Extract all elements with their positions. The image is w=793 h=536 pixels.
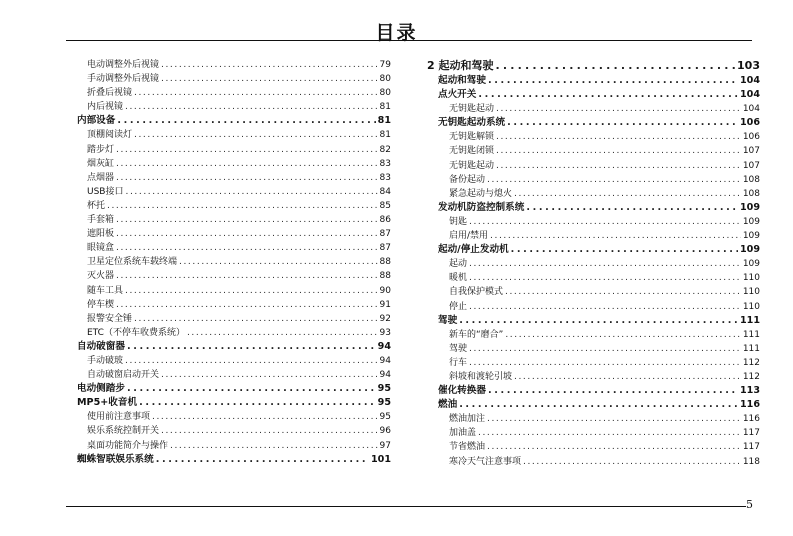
footer-rule xyxy=(66,506,746,507)
toc-entry-page: 109 xyxy=(739,244,760,256)
toc-entry-page: 86 xyxy=(379,215,391,226)
dot-leader xyxy=(116,241,378,255)
toc-entry[interactable] xyxy=(77,86,391,100)
toc-entry[interactable] xyxy=(77,410,391,424)
toc-left-column xyxy=(77,58,391,467)
toc-entry[interactable] xyxy=(77,368,391,382)
toc-entry-page: 109 xyxy=(742,216,760,227)
toc-entry-page: 103 xyxy=(737,59,760,72)
dot-leader xyxy=(496,130,741,144)
toc-entry-label: 内部设备 xyxy=(77,115,116,127)
dot-leader xyxy=(487,412,741,426)
toc-entry-label: USB接口 xyxy=(87,186,124,197)
toc-entry-label: 启用/禁用 xyxy=(449,231,489,242)
dot-leader xyxy=(487,173,741,187)
toc-entry-label: 停车楔 xyxy=(87,299,115,310)
dot-leader xyxy=(469,300,741,314)
toc-entry-page: 116 xyxy=(742,414,760,425)
toc-entry-label: 自动破窗器 xyxy=(77,340,125,352)
toc-entry[interactable] xyxy=(77,439,391,453)
dot-leader xyxy=(134,86,378,100)
toc-entry-page: 109 xyxy=(742,259,760,270)
toc-entry[interactable] xyxy=(427,328,760,342)
dot-leader xyxy=(116,143,378,157)
toc-section[interactable] xyxy=(427,201,760,215)
dot-leader xyxy=(459,398,738,412)
toc-entry-page: 106 xyxy=(742,132,760,143)
toc-entry[interactable] xyxy=(77,185,391,199)
dot-leader xyxy=(496,102,741,116)
toc-entry[interactable] xyxy=(77,255,391,269)
dot-leader xyxy=(116,298,378,312)
toc-entry[interactable] xyxy=(77,128,391,142)
toc-right-column xyxy=(427,58,760,469)
toc-entry-page: 80 xyxy=(379,88,391,99)
toc-entry-page: 108 xyxy=(742,188,760,199)
toc-entry-label: 寒冷天气注意事项 xyxy=(449,456,522,467)
toc-entry-page: 108 xyxy=(742,174,760,185)
toc-entry-label: 钥匙 xyxy=(449,216,468,227)
dot-leader xyxy=(117,114,375,128)
dot-leader xyxy=(116,213,378,227)
toc-entry[interactable] xyxy=(427,130,760,144)
toc-entry-page: 87 xyxy=(379,243,391,254)
dot-leader xyxy=(505,285,741,299)
toc-entry-label: 无钥匙起动 xyxy=(449,160,495,171)
toc-entry[interactable] xyxy=(427,187,760,201)
dot-leader xyxy=(514,370,741,384)
toc-entry[interactable] xyxy=(77,227,391,241)
toc-entry-page: 80 xyxy=(379,74,391,85)
toc-entry[interactable] xyxy=(77,312,391,326)
toc-section[interactable] xyxy=(427,398,760,412)
dot-leader xyxy=(495,58,735,74)
toc-entry[interactable] xyxy=(427,285,760,299)
toc-section[interactable] xyxy=(77,340,391,354)
toc-entry-page: 93 xyxy=(379,327,391,338)
toc-entry-page: 91 xyxy=(379,299,391,310)
toc-entry-page: 109 xyxy=(742,231,760,242)
dot-leader xyxy=(187,326,378,340)
toc-entry-label: 暖机 xyxy=(449,273,468,284)
header-rule xyxy=(66,40,752,41)
toc-entry-label: 蜘蛛智联娱乐系统 xyxy=(77,453,154,465)
toc-entry-page: 104 xyxy=(739,89,760,101)
toc-entry-page: 81 xyxy=(377,115,391,127)
toc-entry-page: 88 xyxy=(379,271,391,282)
toc-entry-label: 眼镜盒 xyxy=(87,243,115,254)
toc-entry-label: 燃油 xyxy=(438,399,458,411)
toc-entry-page: 110 xyxy=(742,301,760,312)
toc-entry-page: 104 xyxy=(742,104,760,115)
toc-section[interactable] xyxy=(427,314,760,328)
toc-entry-label: 驾驶 xyxy=(449,343,468,354)
dot-leader xyxy=(107,199,378,213)
toc-entry-label: 起动 xyxy=(449,259,468,270)
toc-entry-label: 紧急起动与熄火 xyxy=(449,188,513,199)
toc-entry-page: 107 xyxy=(742,146,760,157)
toc-entry[interactable] xyxy=(77,354,391,368)
toc-entry-label: 桌面功能简介与操作 xyxy=(87,440,169,451)
toc-entry-label: 无钥匙闭锁 xyxy=(449,146,495,157)
toc-entry-label: 内后视镜 xyxy=(87,102,124,113)
toc-entry-page: 107 xyxy=(742,160,760,171)
toc-entry-label: 折叠后视镜 xyxy=(87,88,133,99)
toc-entry[interactable] xyxy=(77,58,391,72)
toc-entry[interactable] xyxy=(77,100,391,114)
dot-leader xyxy=(134,312,378,326)
toc-entry-page: 84 xyxy=(379,186,391,197)
toc-entry-page: 95 xyxy=(377,397,391,409)
dot-leader xyxy=(459,314,738,328)
toc-entry[interactable] xyxy=(427,370,760,384)
dot-leader xyxy=(152,410,378,424)
toc-entry[interactable] xyxy=(77,424,391,438)
dot-leader xyxy=(116,269,378,283)
toc-section[interactable] xyxy=(427,88,760,102)
toc-entry-page: 118 xyxy=(742,456,760,467)
toc-entry-label: 手动破玻 xyxy=(87,355,124,366)
toc-entry-page: 113 xyxy=(739,385,760,397)
toc-section[interactable] xyxy=(77,382,391,396)
toc-entry[interactable] xyxy=(427,173,760,187)
dot-leader xyxy=(161,424,378,438)
toc-entry-page: 101 xyxy=(370,453,391,465)
dot-leader xyxy=(161,58,378,72)
toc-entry-label: 自我保护模式 xyxy=(449,287,504,298)
toc-section[interactable] xyxy=(427,116,760,130)
toc-entry-page: 87 xyxy=(379,229,391,240)
toc-entry-page: 83 xyxy=(379,172,391,183)
toc-entry-page: 83 xyxy=(379,158,391,169)
toc-entry-label: 随车工具 xyxy=(87,285,124,296)
toc-entry-page: 111 xyxy=(742,343,760,354)
toc-section[interactable] xyxy=(427,384,760,398)
dot-leader xyxy=(478,426,741,440)
dot-leader xyxy=(487,440,741,454)
toc-entry-label: 踏步灯 xyxy=(87,144,115,155)
toc-entry-label: 灭火器 xyxy=(87,271,115,282)
toc-chapter[interactable] xyxy=(427,58,760,74)
dot-leader xyxy=(161,72,378,86)
dot-leader xyxy=(139,396,376,410)
toc-entry[interactable] xyxy=(77,213,391,227)
toc-entry-label: 电动调整外后视镜 xyxy=(87,60,160,70)
toc-entry-page: 94 xyxy=(379,355,391,366)
toc-section[interactable] xyxy=(77,114,391,128)
dot-leader xyxy=(505,328,740,342)
toc-entry-label: 发动机防盗控制系统 xyxy=(438,201,525,213)
toc-entry-label: ETC（不停车收费系统） xyxy=(87,327,185,338)
dot-leader xyxy=(469,342,741,356)
dot-leader xyxy=(469,215,741,229)
toc-entry-label: 使用前注意事项 xyxy=(87,412,151,423)
toc-entry-page: 110 xyxy=(742,287,760,298)
toc-entry[interactable] xyxy=(77,72,391,86)
toc-entry-page: 111 xyxy=(742,329,760,340)
toc-section[interactable] xyxy=(427,243,760,257)
toc-entry[interactable] xyxy=(427,159,760,173)
toc-entry-label: 停止 xyxy=(449,301,468,312)
dot-leader xyxy=(179,255,378,269)
toc-entry-label: 催化转换器 xyxy=(438,385,486,397)
dot-leader xyxy=(488,74,738,88)
toc-entry[interactable] xyxy=(427,440,760,454)
toc-entry-page: 116 xyxy=(739,399,760,411)
toc-entry[interactable] xyxy=(77,199,391,213)
toc-entry-page: 97 xyxy=(379,440,391,451)
toc-entry-label: 起动/停止发动机 xyxy=(438,244,509,256)
toc-entry-label: MP5+收音机 xyxy=(77,397,138,409)
toc-entry-label: 起动和驾驶 xyxy=(438,75,486,86)
toc-entry-label: 斜坡和渡轮引坡 xyxy=(449,371,513,382)
toc-entry-page: 96 xyxy=(379,426,391,437)
dot-leader xyxy=(490,229,741,243)
toc-entry-label: 卫星定位系统车载终端 xyxy=(87,257,178,268)
toc-entry-label: 新车的“磨合” xyxy=(449,329,504,340)
toc-entry[interactable] xyxy=(427,412,760,426)
toc-entry-label: 手套箱 xyxy=(87,215,115,226)
dot-leader xyxy=(125,100,378,114)
toc-entry-page: 109 xyxy=(739,201,760,213)
toc-entry-label: 手动调整外后视镜 xyxy=(87,74,160,85)
dot-leader xyxy=(478,88,738,102)
toc-entry-label: 报警安全锤 xyxy=(87,313,133,324)
dot-leader xyxy=(116,157,378,171)
toc-entry-label: 无钥匙解锁 xyxy=(449,132,495,143)
toc-entry[interactable] xyxy=(427,215,760,229)
toc-entry-label: 无钥匙起动系统 xyxy=(438,117,506,129)
dot-leader xyxy=(511,243,738,257)
dot-leader xyxy=(488,384,738,398)
toc-entry[interactable] xyxy=(77,284,391,298)
dot-leader xyxy=(469,271,741,285)
toc-section[interactable] xyxy=(427,74,760,88)
toc-entry-page: 81 xyxy=(379,102,391,113)
toc-entry-label: 驾驶 xyxy=(438,314,458,326)
dot-leader xyxy=(127,382,376,396)
dot-leader xyxy=(125,185,377,199)
toc-entry-page: 110 xyxy=(742,273,760,284)
toc-entry-label: 点烟器 xyxy=(87,172,115,183)
dot-leader xyxy=(469,257,741,271)
dot-leader xyxy=(170,439,378,453)
toc-entry-page: 112 xyxy=(742,371,760,382)
toc-entry[interactable] xyxy=(427,426,760,440)
dot-leader xyxy=(496,159,741,173)
toc-entry-page: 85 xyxy=(379,200,391,211)
toc-entry-page: 95 xyxy=(379,412,391,423)
dot-leader xyxy=(156,453,369,467)
toc-entry-label: 电动侧踏步 xyxy=(77,383,125,395)
toc-entry[interactable] xyxy=(427,257,760,271)
toc-entry-label: 2 起动和驾驶 xyxy=(427,59,494,72)
toc-entry-label: 备份起动 xyxy=(449,174,486,185)
dot-leader xyxy=(469,356,741,370)
dot-leader xyxy=(161,368,378,382)
toc-entry[interactable] xyxy=(77,298,391,312)
dot-leader xyxy=(496,144,741,158)
toc-section[interactable] xyxy=(77,453,391,467)
toc-entry-label: 燃油加注 xyxy=(449,414,486,425)
toc-entry[interactable] xyxy=(427,102,760,116)
toc-entry[interactable] xyxy=(427,229,760,243)
toc-entry-label: 加油盖 xyxy=(449,428,477,439)
toc-entry[interactable] xyxy=(77,269,391,283)
toc-entry[interactable] xyxy=(427,356,760,370)
toc-entry-page: 90 xyxy=(379,285,391,296)
toc-entry-label: 烟灰缸 xyxy=(87,158,115,169)
toc-entry-page: 82 xyxy=(379,144,391,155)
toc-entry-label: 自动破窗启动开关 xyxy=(87,370,160,381)
toc-entry-page: 94 xyxy=(377,340,391,352)
toc-entry[interactable] xyxy=(77,157,391,171)
toc-entry-page: 88 xyxy=(379,257,391,268)
toc-entry-page: 92 xyxy=(379,313,391,324)
toc-entry[interactable] xyxy=(77,171,391,185)
toc-entry-label: 节省燃油 xyxy=(449,442,486,453)
dot-leader xyxy=(134,128,378,142)
toc-entry[interactable] xyxy=(427,342,760,356)
toc-entry[interactable] xyxy=(77,326,391,340)
page-number: 5 xyxy=(746,498,753,511)
dot-leader xyxy=(523,455,741,469)
toc-entry-label: 娱乐系统控制开关 xyxy=(87,426,160,437)
page-title: 目录 xyxy=(375,22,418,44)
toc-entry-page: 94 xyxy=(379,370,391,381)
toc-entry-label: 顶棚阅读灯 xyxy=(87,130,133,141)
toc-entry-page: 95 xyxy=(377,383,391,395)
toc-entry-label: 点火开关 xyxy=(438,89,477,101)
dot-leader xyxy=(507,116,738,130)
toc-section[interactable] xyxy=(77,396,391,410)
toc-entry-page: 106 xyxy=(739,117,760,129)
toc-entry-page: 111 xyxy=(739,314,760,326)
toc-entry-page: 117 xyxy=(742,442,760,453)
dot-leader xyxy=(125,354,378,368)
toc-entry-page: 79 xyxy=(379,60,391,70)
dot-leader xyxy=(514,187,741,201)
toc-entry-page: 81 xyxy=(379,130,391,141)
toc-entry[interactable] xyxy=(77,143,391,157)
toc-entry-page: 117 xyxy=(742,428,760,439)
toc-entry-label: 遮阳板 xyxy=(87,229,115,240)
toc-entry-label: 行车 xyxy=(449,357,468,368)
toc-entry-page: 104 xyxy=(739,75,760,86)
dot-leader xyxy=(116,171,378,185)
toc-entry[interactable] xyxy=(427,144,760,158)
toc-entry-label: 无钥匙起动 xyxy=(449,104,495,115)
dot-leader xyxy=(116,227,378,241)
toc-entry[interactable] xyxy=(427,455,760,469)
toc-entry[interactable] xyxy=(427,300,760,314)
dot-leader xyxy=(125,284,378,298)
dot-leader xyxy=(526,201,738,215)
toc-entry[interactable] xyxy=(427,271,760,285)
toc-entry-page: 112 xyxy=(742,357,760,368)
toc-entry-label: 杯托 xyxy=(87,200,106,211)
toc-entry[interactable] xyxy=(77,241,391,255)
dot-leader xyxy=(127,340,376,354)
